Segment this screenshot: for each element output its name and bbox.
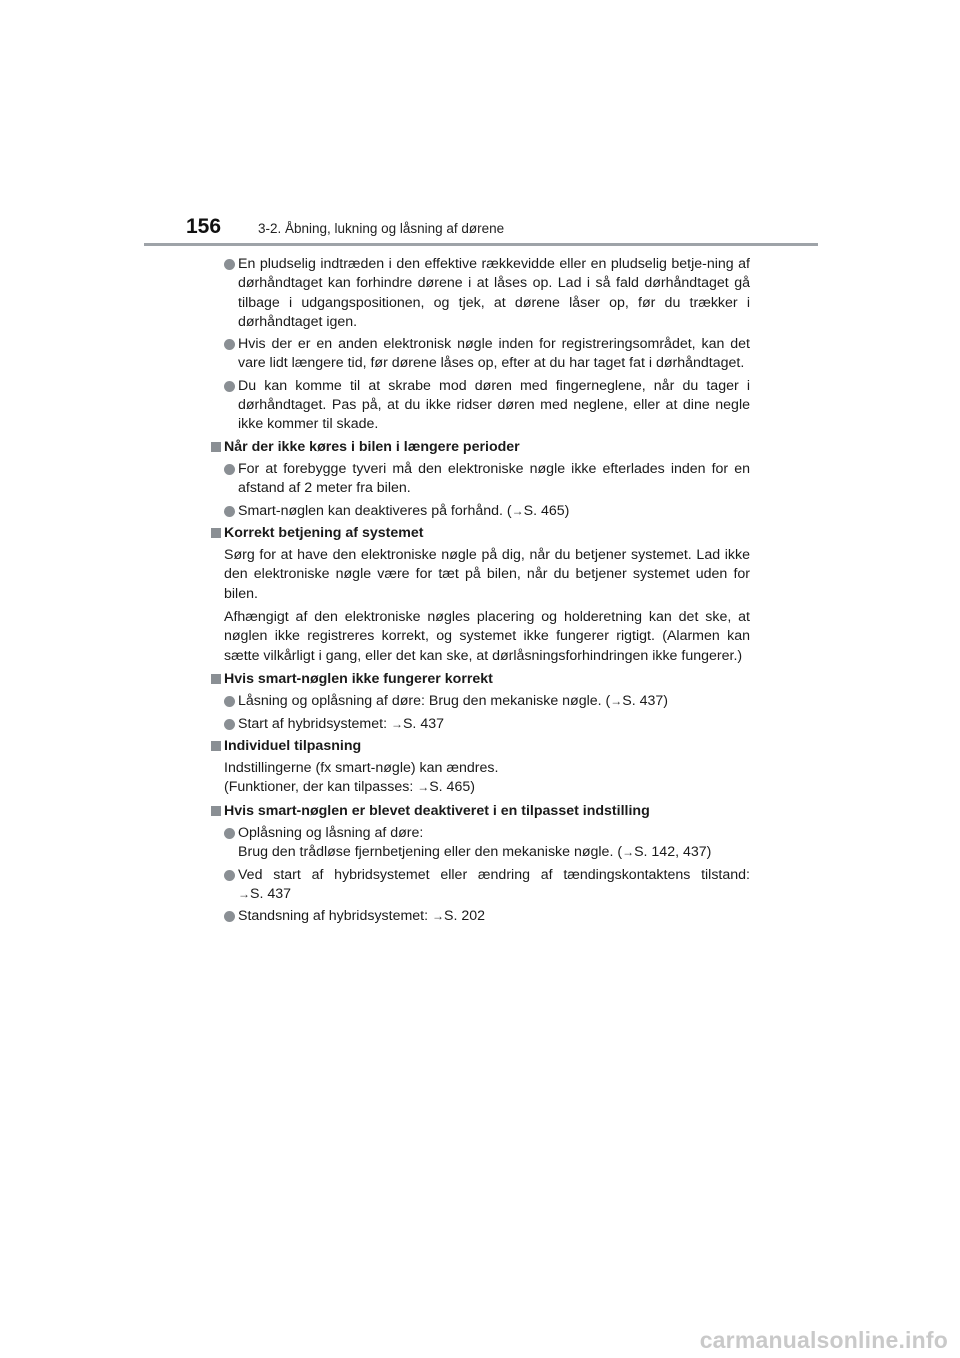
bullet-icon bbox=[224, 719, 235, 730]
heading-text: Korrekt betjening af systemet bbox=[224, 524, 424, 541]
page-reference-link[interactable] bbox=[432, 908, 485, 924]
paragraph: Sørg for at have den elektroniske nøgle på dig, når du betjener systemet. Lad ikke den elektroniske nøgle være for tæt på bilen, når du betjener systemet uden for bilen. bbox=[224, 547, 750, 602]
bullet-line: Oplåsning og låsning af døre: bbox=[238, 825, 424, 842]
bullet-item bbox=[210, 692, 750, 711]
paragraph-line bbox=[224, 778, 750, 797]
page-content bbox=[210, 255, 750, 930]
paragraph: Afhængigt af den elektroniske nøgles placering og holderetning kan det ske, at nøglen ikke registreres korrekt, og systemet ikke fungerer rigtigt. (Alarmen kan sætte vilkårligt i gang, eller det kan ske, at dørlåsningsforhindringen ikke fungerer.) bbox=[224, 609, 750, 664]
bullet-icon bbox=[224, 259, 235, 270]
bullet-text: Låsning og oplåsning af døre: Brug den mekaniske nøgle. ( bbox=[238, 693, 611, 710]
bullet-text: Ved start af hybridsystemet eller ændring af tændingskontaktens tilstand: bbox=[238, 866, 750, 883]
reference-text: S. 202 bbox=[444, 908, 486, 925]
page-reference-link[interactable] bbox=[622, 844, 711, 860]
page-header bbox=[0, 0, 960, 246]
bullet-icon bbox=[224, 506, 235, 517]
heading-text: Hvis smart-nøglen ikke fungerer korrekt bbox=[224, 670, 493, 687]
bullet-text: Start af hybridsystemet: bbox=[238, 715, 391, 732]
arrow-right-icon: → bbox=[417, 780, 430, 795]
subsection-heading bbox=[210, 438, 750, 457]
header-rule bbox=[144, 243, 818, 246]
bullet-icon bbox=[224, 828, 235, 839]
square-bullet-icon bbox=[211, 528, 221, 538]
page-number: 156 bbox=[186, 215, 222, 238]
paragraph-line: Indstillingerne (fx smart-nøgle) kan ændres. bbox=[224, 760, 499, 777]
bullet-icon bbox=[224, 381, 235, 392]
page-reference-link[interactable] bbox=[512, 503, 570, 519]
reference-text: S. 465) bbox=[429, 779, 475, 796]
bullet-text: Smart-nøglen kan deaktiveres på forhånd. ( bbox=[238, 502, 512, 519]
reference-text: S. 437 bbox=[250, 885, 292, 902]
bullet-item bbox=[210, 866, 750, 905]
subsection-heading bbox=[210, 524, 750, 543]
watermark-text: carmanualsonline.info bbox=[699, 1327, 948, 1353]
bullet-item bbox=[210, 824, 750, 863]
page-reference-link[interactable] bbox=[610, 693, 668, 709]
bullet-icon bbox=[224, 464, 235, 475]
bullet-icon bbox=[224, 696, 235, 707]
bullet-icon bbox=[224, 911, 235, 922]
bullet-line bbox=[238, 843, 750, 862]
square-bullet-icon bbox=[211, 741, 221, 751]
page-reference-link[interactable] bbox=[391, 716, 444, 732]
arrow-right-icon: → bbox=[622, 845, 635, 860]
bullet-item bbox=[210, 335, 750, 374]
heading-text: Individuel tilpasning bbox=[224, 737, 362, 754]
bullet-item bbox=[210, 907, 750, 926]
bullet-item bbox=[210, 377, 750, 435]
square-bullet-icon bbox=[211, 442, 221, 452]
bullet-icon bbox=[224, 870, 235, 881]
bullet-item bbox=[210, 460, 750, 499]
bullet-icon bbox=[224, 339, 235, 350]
page-reference-link[interactable] bbox=[238, 886, 291, 902]
subsection-heading bbox=[210, 670, 750, 689]
reference-text: S. 465) bbox=[523, 502, 570, 519]
bullet-text: Hvis der er en anden elektronisk nøgle inden for registreringsområdet, kan det vare lidt længere tid, før dørene låses op, efter at du har taget fat i dørhåndtaget. bbox=[238, 336, 750, 372]
paragraph bbox=[210, 759, 750, 798]
reference-text: S. 437) bbox=[622, 693, 668, 710]
bullet-text: Standsning af hybridsystemet: bbox=[238, 908, 432, 925]
bullet-text: Du kan komme til at skrabe mod døren med fingerneglene, når du tager i dørhåndtaget. Pas på, at du ikke ridser døren med neglene, eller at dine negle ikke kommer til skade. bbox=[238, 377, 750, 433]
heading-text: Hvis smart-nøglen er blevet deaktiveret i en tilpasset indstilling bbox=[224, 802, 650, 819]
paragraph-text: (Funktioner, der kan tilpasses: bbox=[224, 779, 418, 796]
arrow-right-icon: → bbox=[390, 716, 403, 731]
arrow-right-icon: → bbox=[238, 886, 250, 901]
reference-text: S. 142, 437) bbox=[634, 844, 712, 861]
reference-text: S. 437 bbox=[402, 715, 444, 732]
bullet-item bbox=[210, 255, 750, 332]
bullet-text: En pludselig indtræden i den effektive rækkevidde eller en pludselig betje-ning af dørhåndtaget kan forhindre dørene i at låses op. Lad i så fald dørhåndtaget gå tilbage i udgangspositionen, og tjek, at dørene låser op, før du trækker i dørhåndtaget igen. bbox=[238, 256, 750, 330]
section-title: 3-2. Åbning, lukning og låsning af dørene bbox=[258, 221, 505, 236]
arrow-right-icon: → bbox=[432, 909, 444, 924]
square-bullet-icon bbox=[211, 806, 221, 816]
arrow-right-icon: → bbox=[610, 694, 623, 709]
page-reference-link[interactable] bbox=[417, 779, 475, 795]
subsection-heading bbox=[210, 737, 750, 756]
subsection-heading bbox=[210, 802, 750, 821]
square-bullet-icon bbox=[211, 674, 221, 684]
heading-text: Når der ikke køres i bilen i længere perioder bbox=[224, 438, 520, 455]
bullet-text: For at forebygge tyveri må den elektroniske nøgle ikke efterlades inden for en afstand af 2 meter fra bilen. bbox=[238, 460, 750, 497]
bullet-item bbox=[210, 502, 750, 521]
bullet-item bbox=[210, 715, 750, 734]
bullet-text: Brug den trådløse fjernbetjening eller den mekaniske nøgle. ( bbox=[238, 844, 623, 861]
arrow-right-icon: → bbox=[511, 503, 524, 518]
